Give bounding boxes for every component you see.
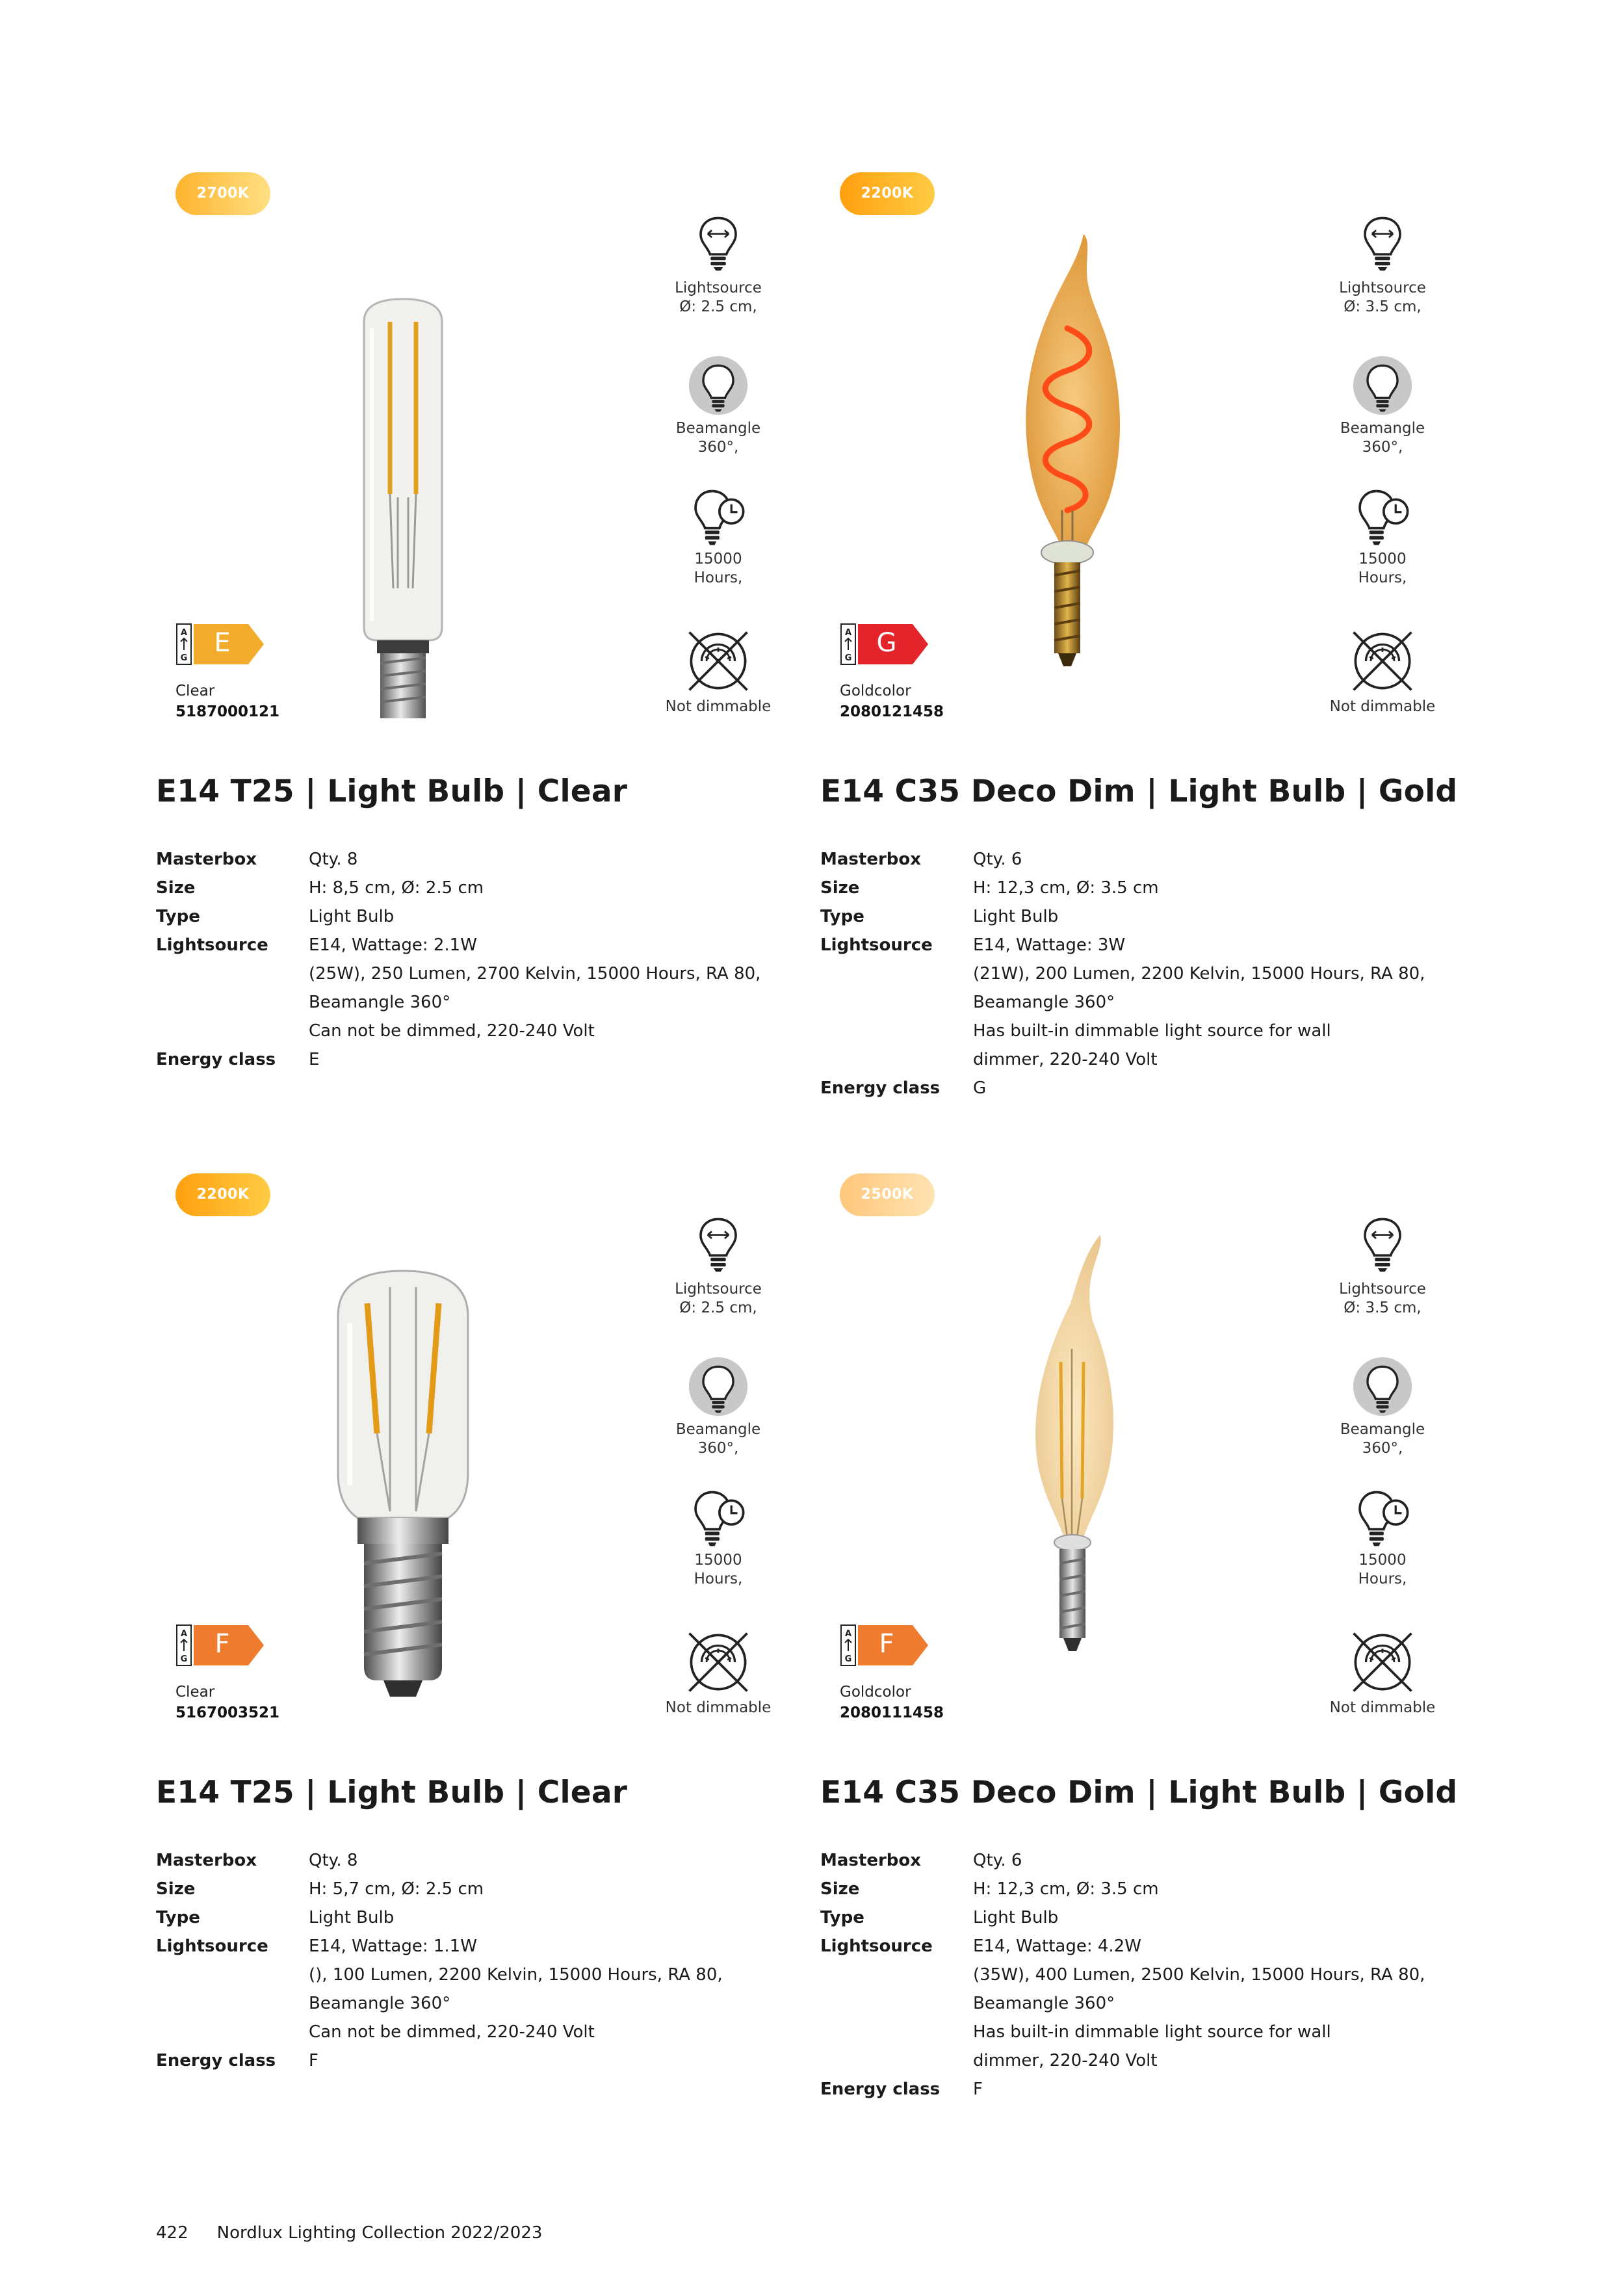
energy-label [175,1619,266,1671]
hours-feature [1321,1489,1444,1589]
lightsource-icon [695,1212,742,1277]
product-card [820,172,1458,1134]
spec-row-size [156,874,780,902]
spec-value-line: (25W), 250 Lumen, 2700 Kelvin, 15000 Hours, RA 80, [309,964,761,984]
dimmable-label: Not dimmable [1329,698,1436,715]
energy-class-letter: E [214,628,231,658]
spec-label: Size [156,878,196,898]
dimmable-label: Not dimmable [1329,1699,1436,1716]
spec-value-line: E14, Wattage: 4.2W [973,1937,1141,1956]
beamangle-title: Beamangle [1340,1421,1425,1438]
spec-row-energy-class [156,2046,780,2075]
spec-row-energy-class [820,1074,1444,1102]
beamangle-icon [1351,354,1414,417]
spec-label: Size [820,878,860,898]
beamangle-value: 360°, [1362,1440,1403,1457]
kelvin-badge: 2200K [175,1173,270,1216]
beamangle-title: Beamangle [675,1421,761,1438]
spec-row-type [156,902,780,931]
finish-label: Clear [175,683,215,699]
not-dimmable-icon [1349,627,1416,695]
energy-scale-bottom: G [180,653,188,663]
lightsource-icon [695,211,742,276]
spec-row-lightsource [820,931,1444,1074]
beamangle-value: 360°, [697,439,739,456]
product-card [156,172,780,1134]
beamangle-title: Beamangle [1340,420,1425,437]
hours-value: 15000 [694,1552,742,1569]
hours-unit: Hours, [1358,569,1407,586]
spec-label: Size [156,1879,196,1899]
spec-label: Type [156,907,200,926]
spec-value-line: (21W), 200 Lumen, 2200 Kelvin, 15000 Hours, RA 80, [973,964,1425,984]
spec-value: Light Bulb [973,1908,1059,1927]
spec-value-line: dimmer, 220-240 Volt [973,2051,1158,2070]
spec-value-line: Beamangle 360° [309,993,451,1012]
dimmable-feature [1321,627,1444,716]
dimmable-feature [656,627,780,716]
spec-value: Light Bulb [309,907,395,926]
spec-value-line: Beamangle 360° [973,993,1115,1012]
product-photo [286,224,520,718]
spec-row-lightsource [156,1932,780,2046]
hours-unit: Hours, [694,1571,743,1587]
energy-label [175,618,266,670]
beamangle-icon [1351,1355,1414,1418]
product-title: E14 C35 Deco Dim | Light Bulb | Gold [820,774,1458,809]
spec-value: E [309,1050,320,1069]
spec-value: Light Bulb [973,907,1059,926]
spec-label: Energy class [156,1050,276,1069]
spec-label: Type [820,907,864,926]
page-footer [156,2223,542,2243]
product-title: E14 T25 | Light Bulb | Clear [156,774,628,809]
spec-label: Size [820,1879,860,1899]
kelvin-badge: 2700K [175,172,270,215]
spec-row-masterbox [156,845,780,874]
spec-label: Energy class [820,1078,941,1098]
publication-title: Nordlux Lighting Collection 2022/2023 [216,2223,543,2243]
energy-class-letter: F [214,1629,230,1659]
beamangle-feature [656,1355,780,1458]
spec-label: Masterbox [820,850,922,869]
lightsource-title: Lightsource [675,1281,762,1298]
kelvin-badge: 2500K [840,1173,935,1216]
beamangle-value: 360°, [1362,439,1403,456]
beamangle-value: 360°, [697,1440,739,1457]
item-number: 2080121458 [840,703,944,720]
spec-label: Lightsource [156,1937,268,1956]
product-photo [286,1225,520,1719]
dimmable-feature [1321,1628,1444,1717]
hours-feature [656,1489,780,1589]
hours-feature [656,488,780,588]
spec-value: Qty. 6 [973,850,1022,869]
spec-row-type [820,1903,1444,1932]
hours-value: 15000 [694,551,742,567]
page-number: 422 [156,2223,188,2243]
spec-label: Energy class [156,2051,276,2070]
energy-scale-bottom: G [180,1654,188,1664]
spec-value-line: Can not be dimmed, 220-240 Volt [309,1021,595,1041]
spec-value-line: Can not be dimmed, 220-240 Volt [309,2022,595,2042]
spec-table [156,1846,780,2075]
item-number: 5187000121 [175,703,280,720]
energy-scale-bottom: G [844,1654,852,1664]
spec-label: Type [156,1908,200,1927]
spec-label: Masterbox [820,1851,922,1870]
hours-icon [1353,488,1412,547]
dimmable-feature [656,1628,780,1717]
spec-value-line: dimmer, 220-240 Volt [973,1050,1158,1069]
energy-scale-top: A [180,628,188,638]
spec-value: Qty. 8 [309,1851,358,1870]
finish-label: Goldcolor [840,683,911,699]
lightsource-title: Lightsource [1339,1281,1426,1298]
energy-scale-bottom: G [844,653,852,663]
spec-row-lightsource [156,931,780,1045]
lightsource-feature [1321,1212,1444,1318]
spec-value-line: (35W), 400 Lumen, 2500 Kelvin, 15000 Hours, RA 80, [973,1965,1425,1985]
spec-row-masterbox [156,1846,780,1875]
hours-value: 15000 [1358,551,1407,567]
hours-feature [1321,488,1444,588]
energy-class-letter: G [876,628,897,658]
spec-table [156,845,780,1074]
product-card [156,1173,780,2135]
spec-label: Masterbox [156,850,257,869]
spec-value-line: Has built-in dimmable light source for wall [973,2022,1331,2042]
spec-table [820,845,1444,1102]
spec-row-size [820,1875,1444,1903]
not-dimmable-icon [684,1628,752,1696]
beamangle-icon [687,354,749,417]
product-card [820,1173,1458,2135]
lightsource-feature [656,211,780,317]
lightsource-icon [1359,1212,1406,1277]
lightsource-diameter: Ø: 2.5 cm, [679,298,757,315]
spec-label: Lightsource [820,1937,933,1956]
hours-unit: Hours, [694,569,743,586]
product-photo [950,1225,1184,1719]
spec-value: F [973,2080,983,2099]
spec-label: Lightsource [820,935,933,955]
spec-row-masterbox [820,1846,1444,1875]
spec-row-energy-class [820,2075,1444,2104]
spec-value: Qty. 8 [309,850,358,869]
spec-value: F [309,2051,318,2070]
spec-label: Energy class [820,2080,941,2099]
spec-row-masterbox [820,845,1444,874]
lightsource-title: Lightsource [1339,280,1426,296]
hours-icon [688,488,748,547]
energy-scale-top: A [180,1629,188,1639]
dimmable-label: Not dimmable [665,1699,772,1716]
spec-row-energy-class [156,1045,780,1074]
kelvin-badge: 2200K [840,172,935,215]
product-photo [950,224,1184,718]
spec-value-line: (), 100 Lumen, 2200 Kelvin, 15000 Hours, RA 80, [309,1965,723,1985]
hours-unit: Hours, [1358,1571,1407,1587]
spec-value-line: Has built-in dimmable light source for wall [973,1021,1331,1041]
spec-value-line: Beamangle 360° [973,1994,1115,2013]
spec-label: Lightsource [156,935,268,955]
spec-row-size [820,874,1444,902]
spec-value: H: 5,7 cm, Ø: 2.5 cm [309,1879,484,1899]
item-number: 5167003521 [175,1704,280,1721]
item-number: 2080111458 [840,1704,944,1721]
spec-value-line: E14, Wattage: 2.1W [309,935,477,955]
beamangle-feature [1321,354,1444,457]
not-dimmable-icon [684,627,752,695]
spec-label: Type [820,1908,864,1927]
spec-table [820,1846,1444,2104]
beamangle-icon [687,1355,749,1418]
lightsource-diameter: Ø: 3.5 cm, [1344,1299,1422,1316]
hours-icon [688,1489,748,1548]
hours-value: 15000 [1358,1552,1407,1569]
energy-label [840,1619,931,1671]
lightsource-feature [1321,211,1444,317]
lightsource-icon [1359,211,1406,276]
spec-value: Light Bulb [309,1908,395,1927]
spec-value: G [973,1078,987,1098]
product-title: E14 C35 Deco Dim | Light Bulb | Gold [820,1775,1458,1810]
finish-label: Goldcolor [840,1684,911,1701]
spec-value: Qty. 6 [973,1851,1022,1870]
spec-value-line: Beamangle 360° [309,1994,451,2013]
energy-class-letter: F [879,1629,894,1659]
finish-label: Clear [175,1684,215,1701]
spec-row-lightsource [820,1932,1444,2075]
beamangle-title: Beamangle [675,420,761,437]
spec-label: Masterbox [156,1851,257,1870]
spec-row-type [156,1903,780,1932]
spec-value: H: 12,3 cm, Ø: 3.5 cm [973,1879,1159,1899]
spec-value: H: 12,3 cm, Ø: 3.5 cm [973,878,1159,898]
spec-row-type [820,902,1444,931]
lightsource-diameter: Ø: 2.5 cm, [679,1299,757,1316]
beamangle-feature [1321,1355,1444,1458]
hours-icon [1353,1489,1412,1548]
spec-value-line: E14, Wattage: 1.1W [309,1937,477,1956]
lightsource-title: Lightsource [675,280,762,296]
spec-value-line: E14, Wattage: 3W [973,935,1126,955]
energy-scale-top: A [844,1629,852,1639]
beamangle-feature [656,354,780,457]
energy-scale-top: A [844,628,852,638]
lightsource-feature [656,1212,780,1318]
product-title: E14 T25 | Light Bulb | Clear [156,1775,628,1810]
spec-row-size [156,1875,780,1903]
dimmable-label: Not dimmable [665,698,772,715]
spec-value: H: 8,5 cm, Ø: 2.5 cm [309,878,484,898]
lightsource-diameter: Ø: 3.5 cm, [1344,298,1422,315]
energy-label [840,618,931,670]
not-dimmable-icon [1349,1628,1416,1696]
